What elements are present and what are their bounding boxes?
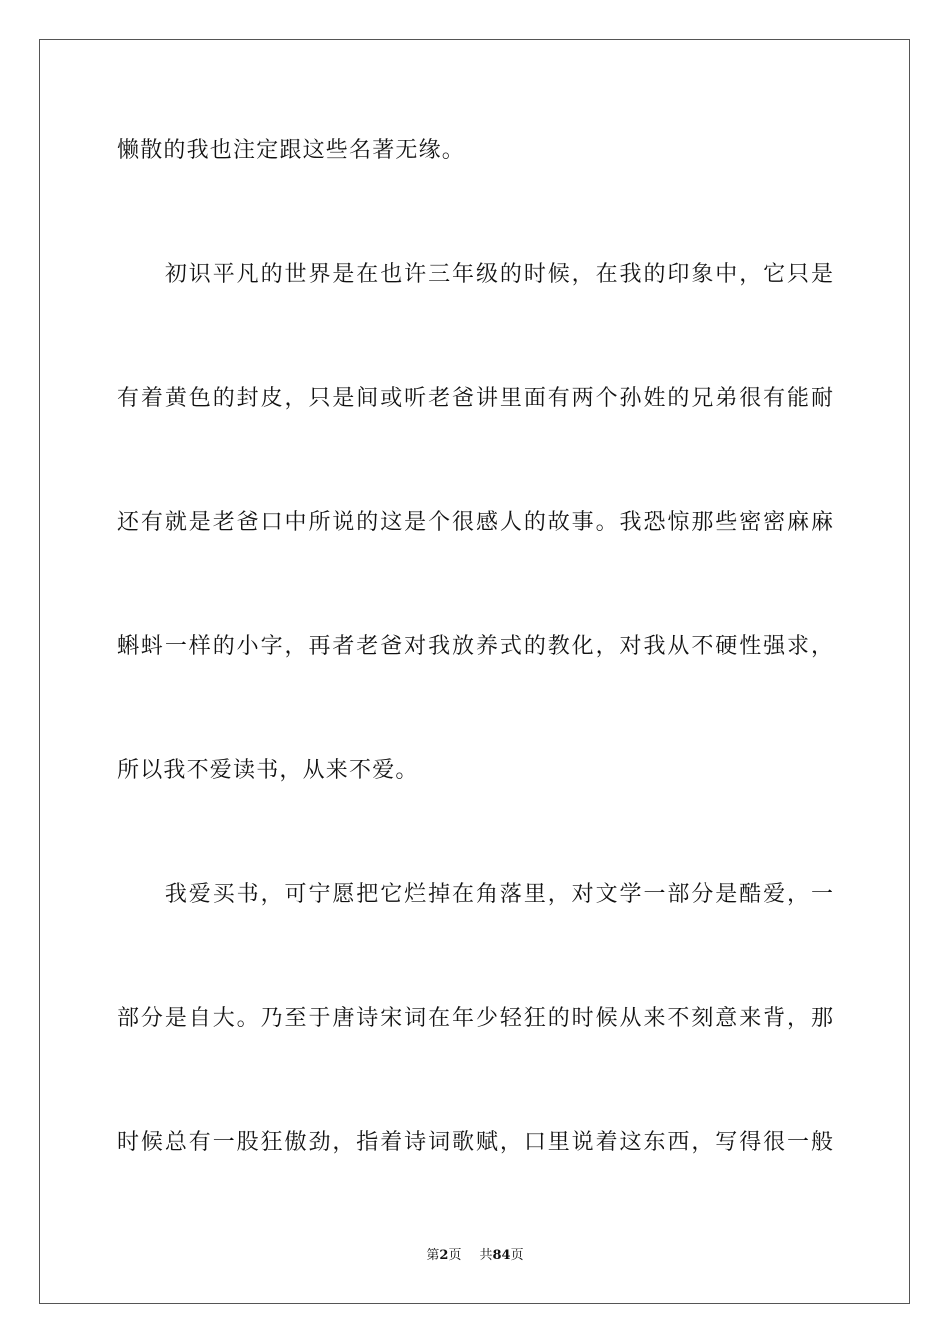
text-line-7: 我爱买书，可宁愿把它烂掉在角落里，对文学一部分是酷爱，一 (117, 882, 833, 907)
footer-page-suffix: 页 (448, 1248, 462, 1263)
text-line-3: 有着黄色的封皮，只是间或听老爸讲里面有两个孙姓的兄弟很有能耐 (117, 386, 833, 411)
page-border (39, 39, 910, 1304)
text-line-4: 还有就是老爸口中所说的这是个很感人的故事。我恐惊那些密密麻麻 (117, 510, 833, 535)
text-line-8: 部分是自大。乃至于唐诗宋词在年少轻狂的时候从来不刻意来背，那 (117, 1006, 833, 1031)
text-line-1: 懒散的我也注定跟这些名著无缘。 (117, 138, 466, 163)
footer-page-number: 2 (439, 1248, 449, 1263)
footer-prefix: 第 (426, 1248, 440, 1263)
footer-total-pages: 84 (492, 1248, 511, 1263)
footer-total-suffix: 页 (510, 1248, 524, 1263)
text-line-6: 所以我不爱读书，从来不爱。 (117, 758, 419, 783)
page-footer (0, 1247, 950, 1265)
text-line-9: 时候总有一股狂傲劲，指着诗词歌赋，口里说着这东西，写得很一般 (117, 1130, 833, 1155)
text-line-2: 初识平凡的世界是在也许三年级的时候，在我的印象中，它只是 (117, 262, 833, 287)
footer-total-prefix: 共 (479, 1248, 493, 1263)
text-line-5: 蝌蚪一样的小字，再者老爸对我放养式的教化，对我从不硬性强求， (117, 634, 833, 659)
